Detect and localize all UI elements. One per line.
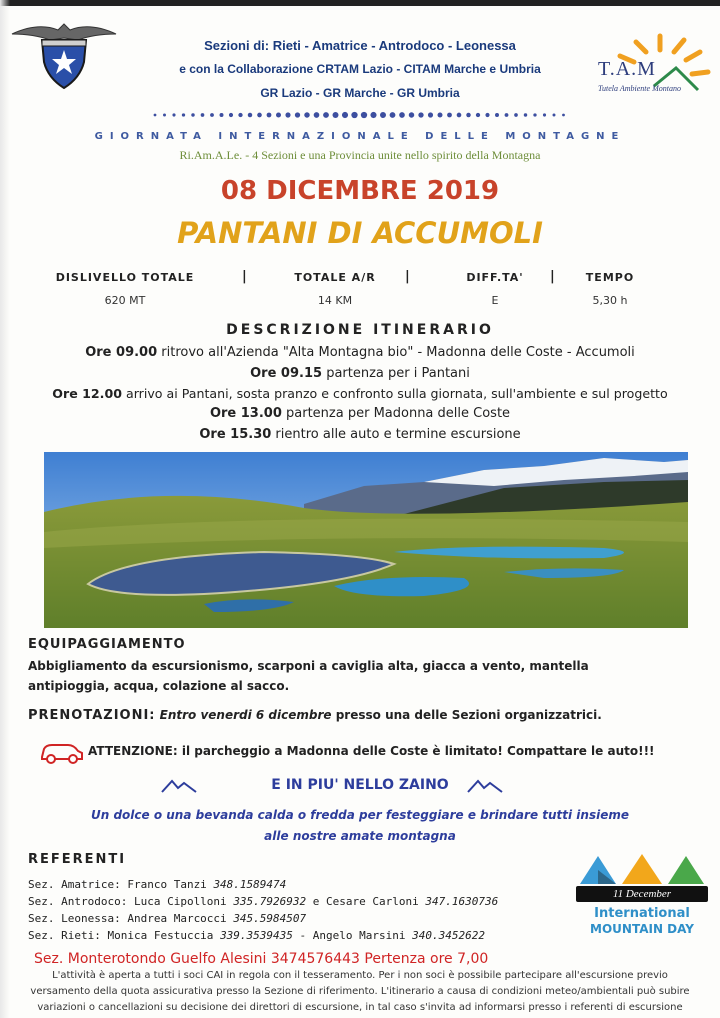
divider-dot	[428, 112, 433, 117]
mountains-icon	[572, 850, 712, 890]
tam-logo	[594, 30, 718, 104]
itinerary-time: Ore 09.15	[250, 366, 323, 381]
itinerary-time: Ore 09.00	[85, 345, 158, 360]
giornata-title: GIORNATA INTERNAZIONALE DELLE MONTAGNE	[94, 131, 626, 142]
referente-row: Sez. Leonessa: Andrea Marcocci 345.5984507	[28, 912, 307, 925]
disclaimer-line1: L'attività è aperta a tutti i soci CAI in regola con il tesseramento. Per i non soci è possibile partecipare all'escursione previo	[52, 970, 668, 981]
divider-dot	[172, 113, 175, 116]
itinerary-time: Ore 15.30	[199, 427, 272, 442]
divider-dot	[314, 112, 320, 118]
zaino-title: E IN PIU' NELLO ZAINO	[271, 777, 449, 793]
divider-dot	[351, 112, 357, 118]
referente-row: Sez. Rieti: Monica Festuccia 339.3539435 - Angelo Marsini 340.3452622	[28, 929, 485, 942]
divider-dot	[304, 112, 309, 117]
zaino-text-line1: Un dolce o una bevanda calda o fredda per festeggiare e brindare tutti insieme	[91, 808, 629, 822]
booking-deadline: Entro venerdi 6 dicembre	[159, 708, 332, 722]
divider-dot	[229, 113, 233, 117]
itinerary-text: ritrovo all'Azienda "Alta Montagna bio" - Madonna delle Coste - Accumoli	[157, 345, 635, 360]
divider-dot	[390, 112, 396, 118]
divider-dot	[267, 113, 272, 118]
equipment-text-line2: antipioggia, acqua, colazione al sacco.	[28, 679, 290, 693]
stat-value-totale: 14 KM	[317, 294, 353, 307]
header-sections: Sezioni di: Rieti - Amatrice - Antrodoco - Leonessa	[204, 38, 516, 53]
divider-dot	[495, 113, 499, 117]
divider-dot	[380, 112, 386, 118]
equipment-text-line1: Abbigliamento da escursionismo, scarponi a caviglia alta, giacca a vento, mantella	[28, 659, 589, 673]
stat-label-difficolta: DIFF.TA'	[466, 271, 524, 284]
itinerary-item	[0, 427, 720, 442]
itinerary-text: arrivo ai Pantani, sosta pranzo e confronto sulla giornata, sull'ambiente e sul progetto	[121, 386, 668, 401]
divider-dot	[257, 113, 262, 118]
itinerary-time: Ore 13.00	[209, 406, 282, 421]
divider-dot	[154, 114, 157, 117]
warning-label: ATTENZIONE:	[88, 744, 178, 758]
divider-dot	[457, 113, 462, 118]
divider-dot	[191, 113, 194, 116]
referente-row: Sez. Antrodoco: Luca Cipolloni 335.7926932 e Cesare Carloni 347.1630736	[28, 895, 499, 908]
mountain-icon	[466, 778, 506, 794]
itinerary-text: partenza per Madonna delle Coste	[281, 406, 511, 421]
divider-dot	[553, 114, 556, 117]
itinerary-item	[0, 345, 720, 360]
itinerary-item	[0, 366, 720, 381]
imd-line1: International	[594, 906, 690, 921]
stat-label-totale: TOTALE A/R	[294, 271, 376, 284]
header-collaboration: e con la Collaborazione CRTAM Lazio - CITAM Marche e Umbria	[179, 62, 541, 76]
divider-dot	[182, 113, 185, 116]
itinerary-item	[0, 406, 720, 421]
international-mountain-day-logo	[572, 850, 712, 942]
divider-dot	[210, 113, 214, 117]
warning-text: il parcheggio a Madonna delle Coste è limitato! Compattare le auto!!!	[177, 744, 655, 758]
divider-dot	[163, 114, 166, 117]
divider-dot	[505, 113, 509, 117]
disclaimer-line2: versamento della quota assicurativa presso la Sezione di riferimento. L'itinerario a causa di condizioni meteo/ambientali può subire	[30, 986, 690, 997]
itinerary-title: DESCRIZIONE ITINERARIO	[226, 322, 494, 338]
booking-rest: presso una delle Sezioni organizzatrici.	[331, 708, 602, 722]
cai-eagle-logo	[8, 16, 120, 90]
stat-separator: |	[405, 269, 410, 284]
header-groups: GR Lazio - GR Marche - GR Umbria	[260, 86, 460, 100]
disclaimer-line3: variazioni o cancellazioni su decisione dei direttori di escursione, in tal caso s'invita ad informarsi presso i referenti di escursione	[37, 1002, 683, 1013]
divider-dot	[514, 113, 518, 117]
divider-dot	[220, 113, 224, 117]
referente-row: Sez. Amatrice: Franco Tanzi 348.1589474	[28, 878, 287, 891]
landscape-photo	[44, 452, 688, 628]
divider-dot	[409, 112, 414, 117]
divider-dot	[295, 112, 300, 117]
divider-dot	[562, 114, 565, 117]
divider-dot	[238, 113, 242, 117]
equipment-title: EQUIPAGGIAMENTO	[28, 637, 186, 652]
stat-value-difficolta: E	[491, 294, 499, 307]
divider-dot	[323, 112, 329, 118]
divider-dot	[438, 113, 443, 118]
stat-separator: |	[242, 269, 247, 284]
booking-title: PRENOTAZIONI:	[28, 708, 156, 723]
tam-logo-subtitle: Tutela Ambiente Montano	[598, 84, 681, 93]
divider-dot	[201, 113, 205, 117]
divider-dot	[333, 112, 339, 118]
stat-label-tempo: TEMPO	[585, 271, 635, 284]
event-place: PANTANI DI ACCUMOLI	[177, 216, 543, 250]
zaino-text-line2: alle nostre amate montagna	[264, 829, 456, 843]
divider-dot	[370, 112, 376, 118]
divider-dot	[248, 113, 252, 117]
divider-dot	[447, 113, 452, 118]
itinerary-item	[0, 386, 720, 401]
divider-dot	[466, 113, 470, 117]
top-bar	[0, 0, 720, 6]
divider-dot	[485, 113, 489, 117]
car-icon	[38, 739, 86, 765]
divider-dot	[285, 112, 290, 117]
divider-dot	[342, 112, 348, 118]
booking-line	[28, 708, 602, 723]
itinerary-text: rientro alle auto e termine escursione	[271, 427, 521, 442]
stat-separator: |	[550, 269, 555, 284]
itinerary-time: Ore 12.00	[52, 386, 122, 401]
referenti-title: REFERENTI	[28, 852, 127, 867]
imd-date: 11 December	[576, 886, 708, 902]
event-date: 08 DICEMBRE 2019	[220, 176, 500, 206]
divider-dot	[476, 113, 480, 117]
stat-label-dislivello: DISLIVELLO TOTALE	[55, 271, 195, 284]
stat-value-dislivello: 620 MT	[104, 294, 146, 307]
divider-dot	[543, 113, 546, 116]
divider-dot	[533, 113, 536, 116]
divider-dot	[418, 112, 423, 117]
divider-dot	[276, 113, 281, 118]
divider-dot	[524, 113, 527, 116]
stat-value-tempo: 5,30 h	[592, 294, 628, 307]
itinerary-text: partenza per i Pantani	[322, 366, 470, 381]
divider-dot	[361, 112, 367, 118]
dotted-divider	[150, 110, 570, 120]
divider-dot	[399, 112, 405, 118]
monterotondo-departure: Sez. Monterotondo Guelfo Alesini 3474576443 Pertenza ore 7,00	[34, 951, 489, 967]
riamale-subtitle: Ri.Am.A.Le. - 4 Sezioni e una Provincia unite nello spirito della Montagna	[179, 148, 541, 162]
imd-line2: MOUNTAIN DAY	[590, 922, 694, 936]
tam-logo-text: T.A.M	[598, 58, 656, 80]
warning-line	[88, 744, 655, 758]
